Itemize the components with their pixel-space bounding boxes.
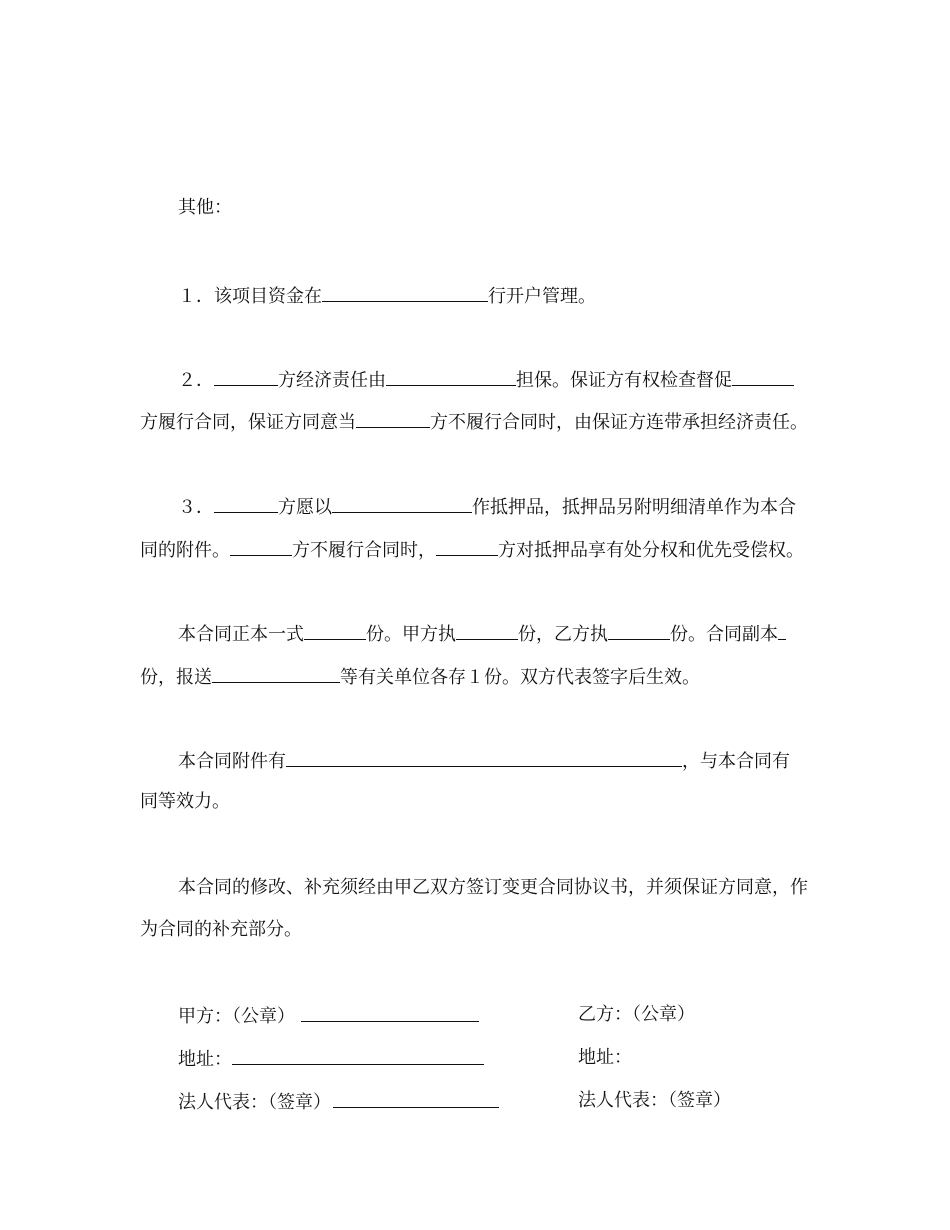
- amendment-line-1: 本合同的修改、补充须经由甲乙双方签订变更合同协议书，并须保证方同意，作: [178, 877, 808, 898]
- attachments-text-a: 本合同附件有: [178, 751, 286, 772]
- attachments-line-2: 同等效力。: [140, 791, 230, 812]
- clause-2-text-d: 方不履行合同时，由保证方连带承担经济责任。: [430, 412, 808, 433]
- clause-3-text-a: 方愿以: [278, 497, 332, 518]
- address-a-label: 地址：: [178, 1049, 232, 1070]
- party-blank: [732, 367, 794, 386]
- rep-a-blank: [333, 1089, 499, 1108]
- copies-line-1: [178, 621, 786, 647]
- recipient-blank: [212, 664, 340, 683]
- attachments-line-1: [178, 748, 790, 774]
- collateral-blank: [332, 494, 472, 513]
- clause-3-line-2: [140, 537, 804, 563]
- clause-2-line-2: [140, 409, 808, 435]
- clause-3-line-1: [178, 494, 796, 520]
- address-a-blank: [232, 1046, 484, 1065]
- party-b-representative: 法人代表：（签章）: [578, 1090, 731, 1111]
- copies-text-a: 本合同正本一式: [178, 624, 304, 645]
- clause-1-text-b: 行开户管理。: [488, 286, 596, 307]
- amendment-line-2: 为合同的补充部分。: [140, 919, 302, 940]
- copies-line-2: [140, 664, 700, 690]
- clause-1-text-a: 该项目资金在: [214, 286, 322, 307]
- party-b-address: 地址：: [578, 1047, 632, 1068]
- clause-2-line-1: [178, 367, 794, 393]
- clause-3-number: ３．: [178, 497, 214, 518]
- party-blank: [214, 494, 278, 513]
- copies-text-d: 份。合同副本: [670, 624, 778, 645]
- bank-name-blank: [322, 283, 488, 302]
- party-blank: [436, 537, 498, 556]
- party-blank: [214, 367, 278, 386]
- party-a-blank: [301, 1003, 479, 1022]
- clause-3-text-c: 同的附件。: [140, 540, 230, 561]
- rep-a-label: 法人代表：（签章）: [178, 1092, 331, 1113]
- clause-3-text-e: 方对抵押品享有处分权和优先受偿权。: [498, 540, 804, 561]
- clause-2-text-b: 担保。保证方有权检查督促: [516, 370, 732, 391]
- attachments-text-b: ，与本合同有: [682, 751, 790, 772]
- clause-1: [178, 283, 596, 309]
- attachments-blank: [286, 748, 682, 767]
- count-blank: [304, 621, 366, 640]
- guarantor-blank: [386, 367, 516, 386]
- clause-2-number: ２．: [178, 370, 214, 391]
- copies-text-c: 份，乙方执: [518, 624, 608, 645]
- clause-3-text-d: 方不履行合同时，: [292, 540, 436, 561]
- copies-text-e: 份，报送: [140, 667, 212, 688]
- count-blank: [608, 621, 670, 640]
- party-a-label: 甲方：（公章）: [178, 1006, 295, 1027]
- party-a-seal: [178, 1003, 479, 1029]
- clause-3-text-b: 作抵押品，抵押品另附明细清单作为本合: [472, 497, 796, 518]
- copies-text-f: 等有关单位各存１份。双方代表签字后生效。: [340, 667, 700, 688]
- party-b-seal: 乙方：（公章）: [578, 1004, 695, 1025]
- clause-2-text-c: 方履行合同，保证方同意当: [140, 412, 356, 433]
- count-blank: [456, 621, 518, 640]
- party-blank: [356, 409, 430, 428]
- section-heading: 其他：: [178, 197, 232, 218]
- clause-2-text-a: 方经济责任由: [278, 370, 386, 391]
- clause-1-number: １．: [178, 286, 214, 307]
- party-blank: [230, 537, 292, 556]
- count-blank: [778, 621, 786, 640]
- copies-text-b: 份。甲方执: [366, 624, 456, 645]
- party-a-address: [178, 1046, 484, 1072]
- party-a-representative: [178, 1089, 499, 1115]
